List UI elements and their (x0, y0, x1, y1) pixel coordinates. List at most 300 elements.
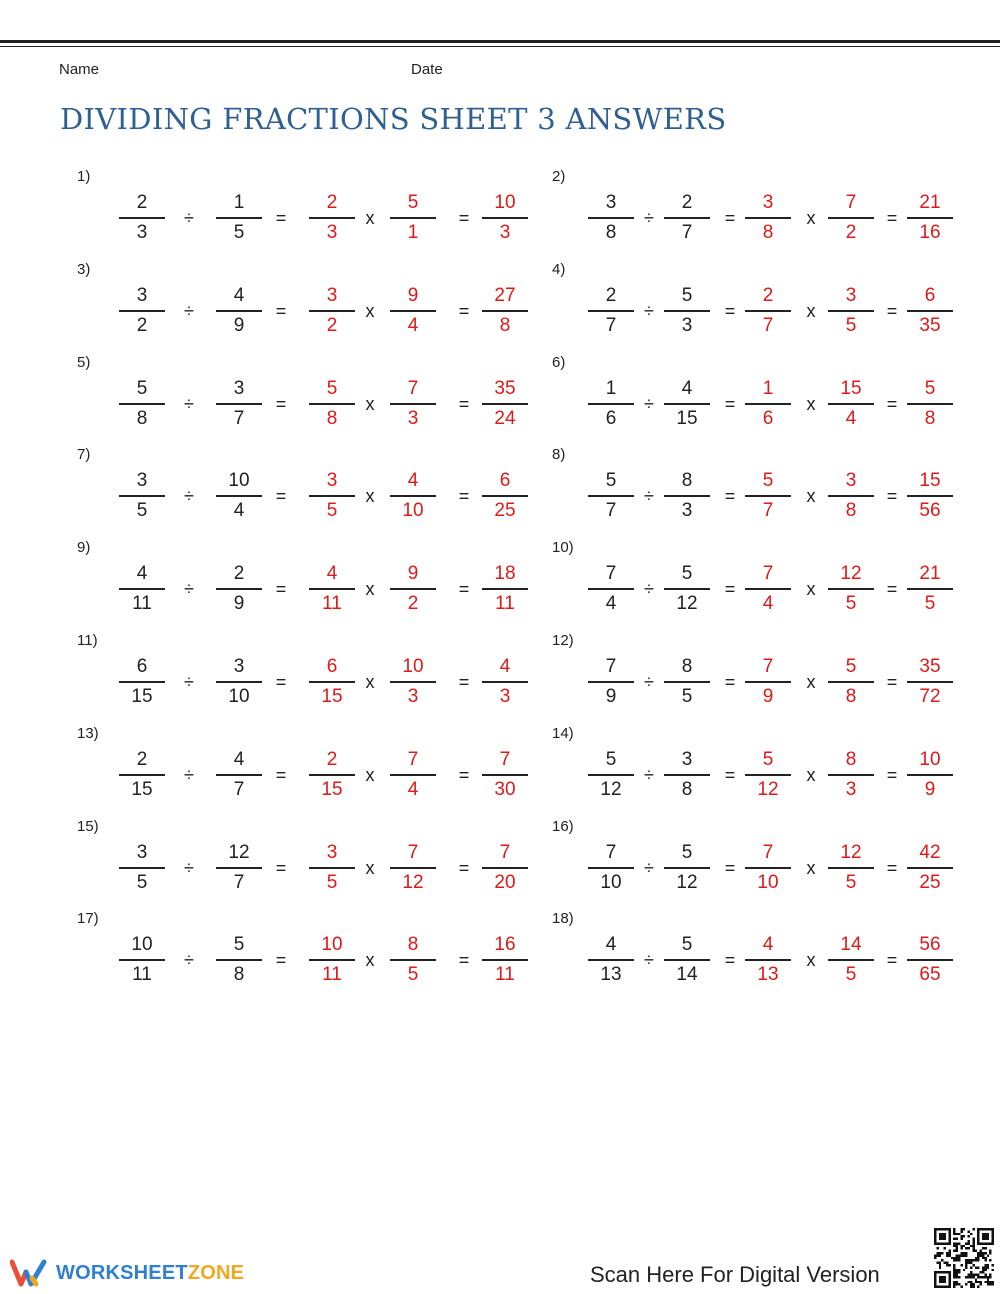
divide-sign: ÷ (184, 393, 194, 414)
given-fraction (216, 376, 262, 432)
numerator: 5 (681, 841, 693, 863)
answer-fraction (390, 654, 436, 710)
qr-module (936, 1242, 938, 1244)
qr-module (972, 1247, 974, 1249)
numerator: 7 (499, 841, 511, 863)
qr-module (984, 1257, 986, 1259)
qr-module (977, 1240, 979, 1242)
times-sign: x (806, 579, 816, 600)
qr-module (963, 1269, 965, 1271)
divide-sign: ÷ (644, 764, 654, 785)
given-fraction (664, 654, 710, 710)
qr-module (987, 1233, 989, 1235)
qr-module (987, 1283, 989, 1285)
qr-module (944, 1276, 946, 1278)
equals-sign: = (724, 393, 736, 414)
qr-module (956, 1245, 958, 1247)
equals-sign: = (886, 393, 898, 414)
divide-sign: ÷ (184, 857, 194, 878)
qr-module (989, 1252, 991, 1254)
fraction-bar (309, 495, 355, 497)
fraction-bar (309, 867, 355, 869)
qr-module (977, 1286, 979, 1288)
qr-module (977, 1259, 979, 1261)
qr-module (965, 1259, 967, 1261)
brand-word-2: ZONE (187, 1261, 245, 1284)
qr-module (989, 1281, 991, 1283)
brand-w-icon (10, 1258, 50, 1288)
qr-module (939, 1286, 941, 1288)
equals-sign: = (724, 672, 736, 692)
qr-module (982, 1266, 984, 1268)
denominator: 11 (322, 593, 342, 615)
qr-module (977, 1233, 979, 1235)
divide-sign: ÷ (644, 300, 654, 321)
fraction-bar (907, 310, 953, 312)
qr-module (977, 1274, 979, 1276)
denominator: 3 (407, 407, 419, 429)
numerator: 8 (407, 934, 419, 956)
qr-module (941, 1233, 943, 1235)
denominator: 11 (132, 964, 152, 986)
qr-module (965, 1252, 967, 1254)
numerator: 3 (233, 656, 245, 677)
qr-module (975, 1274, 977, 1276)
denominator: 72 (919, 686, 941, 707)
fraction-bar (216, 310, 262, 312)
given-fraction (119, 376, 165, 432)
qr-module (944, 1281, 946, 1283)
qr-module (948, 1276, 950, 1278)
qr-module (953, 1274, 955, 1276)
fraction-bar (216, 774, 262, 776)
qr-module (980, 1252, 982, 1254)
equals-sign: = (275, 300, 287, 321)
given-fraction (588, 376, 634, 432)
denominator: 3 (499, 686, 511, 707)
answer-fraction (482, 654, 528, 710)
numerator: 12 (840, 563, 862, 585)
equals-sign: = (458, 300, 470, 321)
qr-module (972, 1238, 974, 1240)
fraction-bar (664, 959, 710, 961)
qr-module (970, 1259, 972, 1261)
fraction-bar (828, 774, 874, 776)
times-sign: x (806, 486, 816, 507)
qr-module (941, 1271, 943, 1273)
denominator: 16 (919, 222, 941, 243)
given-fraction (588, 840, 634, 896)
fraction-bar (828, 403, 874, 405)
answer-fraction (309, 468, 355, 524)
denominator: 7 (605, 314, 617, 336)
qr-module (982, 1257, 984, 1259)
qr-module (992, 1269, 994, 1271)
qr-module (941, 1276, 943, 1278)
qr-module (958, 1233, 960, 1235)
qr-module (968, 1274, 970, 1276)
qr-module (953, 1276, 955, 1278)
answer-fraction (482, 283, 528, 339)
numerator: 1 (233, 192, 245, 213)
qr-module (934, 1286, 936, 1288)
numerator: 7 (605, 563, 617, 585)
qr-module (989, 1259, 991, 1261)
times-sign: x (365, 393, 375, 414)
denominator: 24 (494, 407, 516, 429)
numerator: 5 (233, 934, 245, 956)
problem-9 (77, 539, 547, 619)
qr-module (968, 1281, 970, 1283)
worksheet-title: DIVIDING FRACTIONS SHEET 3 ANSWERS (60, 102, 727, 136)
fraction-bar (482, 959, 528, 961)
qr-module (944, 1278, 946, 1280)
numerator: 7 (762, 841, 774, 863)
numerator: 2 (326, 192, 338, 213)
fraction-bar (119, 774, 165, 776)
numerator: 10 (131, 934, 153, 956)
answer-fraction (745, 376, 791, 432)
qr-module (948, 1264, 950, 1266)
qr-module (956, 1274, 958, 1276)
fraction-bar (745, 403, 791, 405)
numerator: 2 (233, 563, 245, 585)
fraction-bar (907, 403, 953, 405)
fraction-bar (907, 867, 953, 869)
qr-module (946, 1252, 948, 1254)
fraction-bar (828, 959, 874, 961)
qr-module (984, 1274, 986, 1276)
qr-module (958, 1271, 960, 1273)
fraction-bar (309, 959, 355, 961)
qr-module (958, 1254, 960, 1256)
qr-module (941, 1242, 943, 1244)
fraction-bar (482, 867, 528, 869)
problem-4 (552, 261, 1000, 341)
given-fraction (119, 468, 165, 524)
times-sign: x (365, 486, 375, 507)
numerator: 3 (681, 748, 693, 770)
times-sign: x (806, 300, 816, 321)
fraction-bar (482, 774, 528, 776)
denominator: 5 (845, 593, 857, 615)
qr-module (992, 1242, 994, 1244)
qr-module (992, 1264, 994, 1266)
fraction-bar (907, 959, 953, 961)
fraction-bar (119, 217, 165, 219)
qr-module (982, 1247, 984, 1249)
fraction-bar (390, 959, 436, 961)
fraction-bar (216, 959, 262, 961)
qr-module (939, 1238, 941, 1240)
denominator: 4 (762, 593, 774, 615)
fraction-bar (828, 310, 874, 312)
qr-module (939, 1242, 941, 1244)
equals-sign: = (458, 857, 470, 878)
denominator: 9 (233, 593, 245, 615)
denominator: 15 (131, 778, 153, 800)
fraction-bar (664, 403, 710, 405)
fraction-bar (216, 867, 262, 869)
denominator: 25 (919, 871, 941, 893)
divide-sign: ÷ (184, 300, 194, 321)
problem-number: 2) (552, 168, 566, 185)
qr-module (953, 1283, 955, 1285)
qr-module (956, 1250, 958, 1252)
problem-13 (77, 725, 547, 805)
qr-module (958, 1259, 960, 1261)
denominator: 9 (924, 778, 936, 800)
answer-fraction (482, 376, 528, 432)
qr-module (939, 1262, 941, 1264)
numerator: 2 (136, 748, 148, 770)
numerator: 5 (605, 470, 617, 492)
numerator: 1 (762, 377, 774, 399)
qr-module (939, 1278, 941, 1280)
equals-sign: = (886, 950, 898, 971)
given-fraction (664, 468, 710, 524)
qr-module (956, 1269, 958, 1271)
problem-number: 3) (77, 260, 91, 278)
fraction-bar (828, 495, 874, 497)
qr-module (948, 1228, 950, 1230)
given-fraction (119, 561, 165, 617)
qr-module (965, 1262, 967, 1264)
answer-fraction (390, 468, 436, 524)
problem-1 (77, 168, 547, 248)
qr-module (977, 1252, 979, 1254)
denominator: 4 (845, 407, 857, 429)
answer-fraction (828, 840, 874, 896)
problem-number: 18) (552, 910, 574, 928)
fraction-bar (588, 588, 634, 590)
qr-module (968, 1235, 970, 1237)
qr-module (972, 1264, 974, 1266)
qr-module (948, 1274, 950, 1276)
qr-module (968, 1240, 970, 1242)
denominator: 20 (494, 871, 516, 893)
equals-sign: = (724, 764, 736, 785)
equals-sign: = (724, 950, 736, 971)
qr-module (934, 1254, 936, 1256)
denominator: 8 (845, 500, 857, 522)
qr-module (984, 1247, 986, 1249)
denominator: 8 (605, 222, 617, 243)
qr-module (934, 1242, 936, 1244)
qr-module (987, 1264, 989, 1266)
qr-module (963, 1245, 965, 1247)
qr-module (941, 1238, 943, 1240)
qr-module (946, 1271, 948, 1273)
equals-sign: = (724, 486, 736, 507)
problem-number: 6) (552, 353, 566, 371)
fraction-bar (588, 217, 634, 219)
qr-module (977, 1235, 979, 1237)
qr-module (965, 1242, 967, 1244)
fraction-bar (482, 217, 528, 219)
numerator: 5 (845, 656, 857, 677)
qr-module (965, 1264, 967, 1266)
answer-fraction (482, 747, 528, 803)
qr-module (956, 1283, 958, 1285)
equals-sign: = (275, 208, 287, 228)
qr-module (953, 1242, 955, 1244)
qr-module (934, 1228, 936, 1230)
qr-module (963, 1235, 965, 1237)
problem-number: 13) (77, 724, 99, 742)
qr-module (948, 1242, 950, 1244)
numerator: 16 (494, 934, 516, 956)
qr-module (972, 1274, 974, 1276)
equals-sign: = (275, 579, 287, 600)
qr-module (970, 1245, 972, 1247)
numerator: 10 (402, 656, 424, 677)
answer-fraction (745, 747, 791, 803)
numerator: 4 (762, 934, 774, 956)
qr-module (941, 1278, 943, 1280)
fraction-bar (745, 959, 791, 961)
denominator: 5 (326, 500, 338, 522)
qr-module (948, 1254, 950, 1256)
qr-module (980, 1242, 982, 1244)
times-sign: x (365, 300, 375, 321)
denominator: 12 (757, 778, 779, 800)
denominator: 7 (233, 778, 245, 800)
numerator: 3 (326, 470, 338, 492)
qr-module (934, 1240, 936, 1242)
answer-fraction (745, 932, 791, 988)
qr-module (934, 1278, 936, 1280)
fraction-bar (588, 681, 634, 683)
qr-module (936, 1271, 938, 1273)
qr-module (941, 1286, 943, 1288)
times-sign: x (365, 672, 375, 692)
given-fraction (119, 654, 165, 710)
denominator: 7 (233, 871, 245, 893)
denominator: 65 (919, 964, 941, 986)
denominator: 8 (762, 222, 774, 243)
qr-module (977, 1230, 979, 1232)
equals-sign: = (458, 579, 470, 600)
qr-module (939, 1233, 941, 1235)
qr-module (934, 1233, 936, 1235)
answer-fraction (309, 747, 355, 803)
denominator: 15 (676, 407, 698, 429)
qr-module (992, 1230, 994, 1232)
qr-code-icon[interactable] (934, 1228, 994, 1288)
times-sign: x (806, 672, 816, 692)
qr-module (972, 1250, 974, 1252)
qr-module (984, 1276, 986, 1278)
qr-module (984, 1228, 986, 1230)
qr-module (984, 1266, 986, 1268)
answer-fraction (309, 376, 355, 432)
qr-module (960, 1252, 962, 1254)
qr-module (970, 1262, 972, 1264)
qr-module (953, 1281, 955, 1283)
denominator: 8 (924, 407, 936, 429)
fraction-bar (390, 310, 436, 312)
fraction-bar (390, 217, 436, 219)
denominator: 6 (605, 407, 617, 429)
numerator: 18 (494, 563, 516, 585)
numerator: 6 (924, 284, 936, 306)
qr-module (953, 1269, 955, 1271)
fraction-bar (664, 495, 710, 497)
answer-fraction (390, 932, 436, 988)
numerator: 5 (762, 470, 774, 492)
given-fraction (664, 376, 710, 432)
fraction-bar (482, 310, 528, 312)
times-sign: x (365, 950, 375, 971)
divide-sign: ÷ (184, 486, 194, 507)
numerator: 21 (919, 192, 941, 213)
qr-module (946, 1262, 948, 1264)
numerator: 15 (919, 470, 941, 492)
answer-fraction (828, 932, 874, 988)
equals-sign: = (275, 764, 287, 785)
qr-module (939, 1266, 941, 1268)
given-fraction (216, 654, 262, 710)
fraction-bar (309, 681, 355, 683)
answer-fraction (828, 747, 874, 803)
qr-module (984, 1235, 986, 1237)
answer-fraction (482, 561, 528, 617)
answer-fraction (907, 747, 953, 803)
equals-sign: = (886, 857, 898, 878)
numerator: 3 (762, 192, 774, 213)
qr-module (968, 1247, 970, 1249)
denominator: 9 (762, 686, 774, 707)
given-fraction (588, 654, 634, 710)
fraction-bar (828, 217, 874, 219)
problem-number: 10) (552, 539, 574, 557)
qr-module (956, 1276, 958, 1278)
answer-fraction (907, 840, 953, 896)
problem-8 (552, 446, 1000, 526)
qr-module (948, 1252, 950, 1254)
qr-module (953, 1245, 955, 1247)
given-fraction (588, 932, 634, 988)
qr-module (984, 1269, 986, 1271)
numerator: 7 (605, 656, 617, 677)
denominator: 12 (676, 593, 698, 615)
brand-name (56, 1262, 244, 1285)
qr-module (960, 1245, 962, 1247)
numerator: 4 (499, 656, 511, 677)
answer-fraction (309, 561, 355, 617)
fraction-bar (216, 495, 262, 497)
equals-sign: = (886, 208, 898, 228)
denominator: 5 (407, 964, 419, 986)
answer-fraction (745, 468, 791, 524)
divide-sign: ÷ (644, 486, 654, 507)
qr-module (948, 1240, 950, 1242)
qr-module (953, 1271, 955, 1273)
brand-word-1: WORKSHEET (56, 1261, 188, 1284)
numerator: 3 (326, 284, 338, 306)
date-label: Date (411, 61, 443, 78)
fraction-bar (309, 310, 355, 312)
problem-number: 7) (77, 446, 91, 464)
fraction-bar (390, 681, 436, 683)
numerator: 15 (840, 377, 862, 399)
answer-fraction (309, 932, 355, 988)
qr-module (936, 1247, 938, 1249)
qr-module (944, 1238, 946, 1240)
equals-sign: = (458, 486, 470, 507)
qr-module (960, 1230, 962, 1232)
